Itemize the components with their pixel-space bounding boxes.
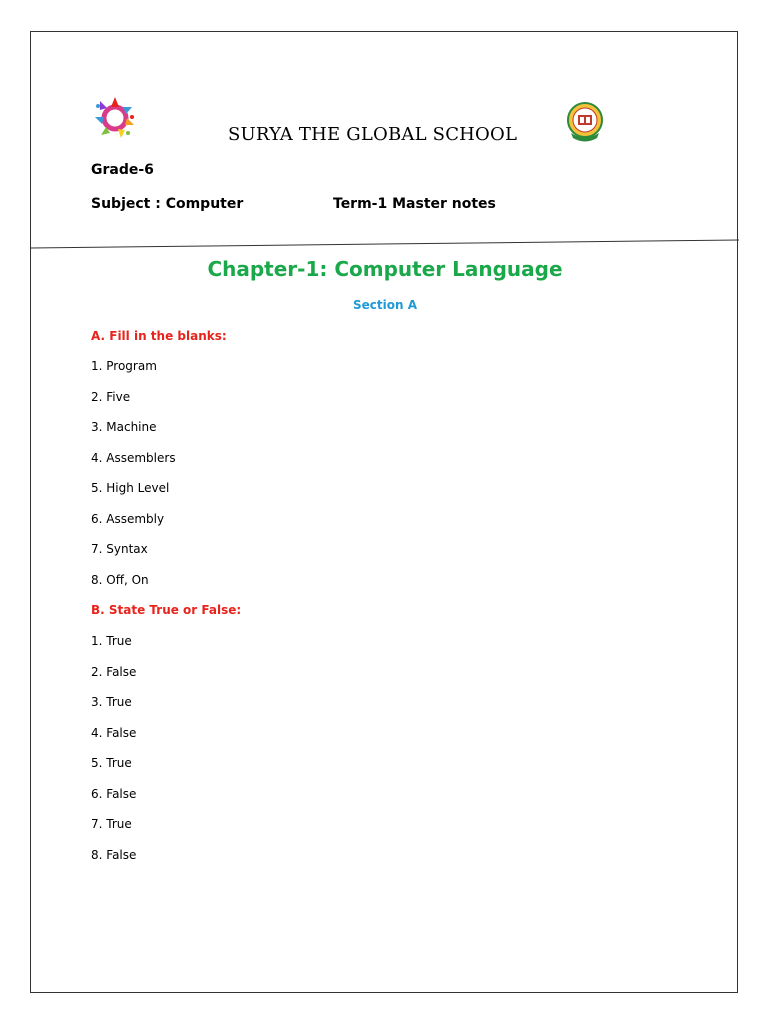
fill-blanks-item: 2. Five <box>91 390 131 404</box>
section-label: Section A <box>353 298 417 312</box>
school-logo-icon <box>92 95 138 141</box>
fill-blanks-item: 8. Off, On <box>91 573 149 587</box>
fill-blanks-item: 4. Assemblers <box>91 451 176 465</box>
fill-blanks-item: 3. Machine <box>91 420 157 434</box>
fill-blanks-item: 6. Assembly <box>91 512 165 526</box>
true-false-heading: B. State True or False: <box>91 603 242 617</box>
true-false-item: 7. True <box>91 817 132 831</box>
subject-label: Subject : Computer <box>91 196 244 212</box>
school-emblem-icon <box>563 100 607 144</box>
chapter-title: Chapter-1: Computer Language <box>207 257 563 281</box>
true-false-item: 4. False <box>91 726 137 740</box>
document-page <box>30 31 738 993</box>
true-false-item: 1. True <box>91 634 132 648</box>
true-false-item: 5. True <box>91 756 132 770</box>
fill-blanks-heading: A. Fill in the blanks: <box>91 329 227 343</box>
true-false-item: 2. False <box>91 665 137 679</box>
true-false-item: 3. True <box>91 695 132 709</box>
true-false-item: 6. False <box>91 787 137 801</box>
fill-blanks-item: 7. Syntax <box>91 542 148 556</box>
grade-label: Grade-6 <box>91 162 154 178</box>
true-false-item: 8. False <box>91 848 137 862</box>
fill-blanks-item: 1. Program <box>91 359 157 373</box>
term-label: Term-1 Master notes <box>333 196 496 212</box>
fill-blanks-item: 5. High Level <box>91 481 170 495</box>
school-name: SURYA THE GLOBAL SCHOOL <box>228 124 518 145</box>
header-divider <box>31 235 739 249</box>
